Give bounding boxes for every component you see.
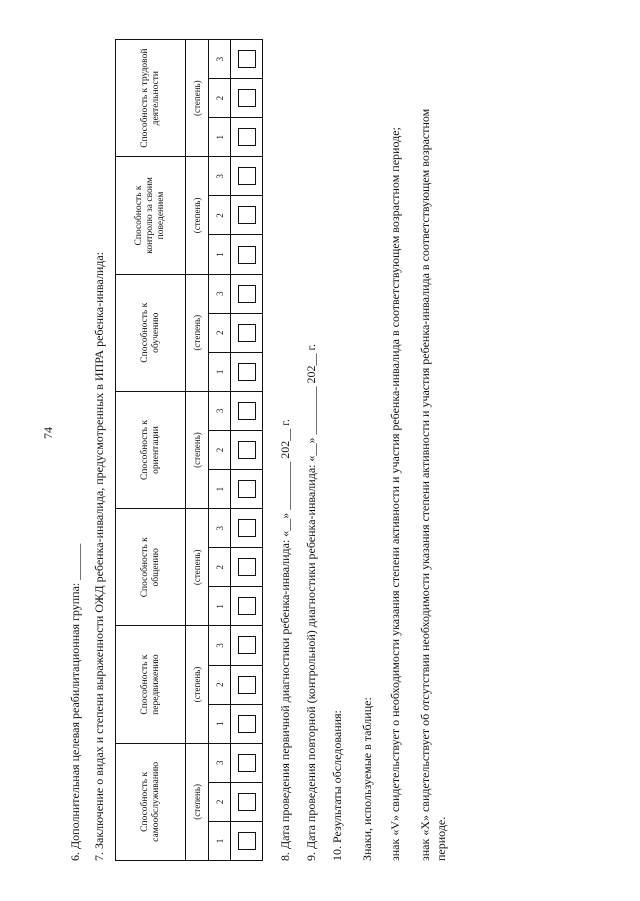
category-title-text: Способность к общению [139, 537, 161, 598]
level-number: 2 [209, 547, 230, 586]
level-checkbox[interactable] [238, 832, 256, 850]
level-number: 3 [214, 408, 225, 414]
degree-label: (степень) [186, 392, 209, 508]
category-column [116, 625, 262, 742]
checkbox-cell [231, 626, 262, 664]
level-checkbox[interactable] [238, 206, 256, 224]
degree-label: (степень) [186, 626, 209, 742]
level-numbers-row [209, 157, 231, 273]
signs-intro: Знаки, используемые в таблице: [360, 697, 374, 861]
category-title-text: Способность к обучению [139, 302, 161, 363]
level-number: 1 [209, 235, 230, 274]
checkbox-cell [231, 313, 262, 352]
checkbox-cell [231, 235, 262, 274]
sign-x-description-line1: знак «X» свидетельствует об отсутствии необходимости указания степени активности и участия ребенка-инвалида в соответствующем возрастном [418, 108, 432, 861]
category-title-text: Способность к ориентации [139, 420, 161, 480]
category-title-text: Способность к самообслуживанию [139, 761, 161, 842]
level-checkbox[interactable] [238, 89, 256, 107]
checkbox-cell [231, 469, 262, 508]
level-checkbox[interactable] [238, 636, 256, 654]
category-column [116, 391, 262, 508]
level-checkbox[interactable] [238, 597, 256, 615]
item-8-primary-date: 8. Дата проведения первичной диагностики ребенка-инвалида: «__» ________ 202__ г. [278, 419, 292, 861]
level-checkbox[interactable] [238, 128, 256, 146]
level-number: 3 [214, 760, 225, 766]
level-checkbox[interactable] [238, 363, 256, 381]
checkbox-row [231, 275, 262, 391]
level-number: 2 [209, 430, 230, 469]
item-6-rehab-group: 6. Дополнительная целевая реабилитационная группа: ______ [68, 543, 82, 861]
level-checkbox[interactable] [238, 480, 256, 498]
degree-label: (степень) [186, 40, 209, 156]
level-number: 1 [209, 821, 230, 860]
ozhd-table [115, 39, 263, 861]
level-checkbox[interactable] [238, 676, 256, 694]
checkbox-cell [231, 782, 262, 821]
category-title [116, 40, 186, 156]
level-number: 2 [209, 782, 230, 821]
level-numbers-row [209, 40, 231, 156]
category-column [116, 508, 262, 625]
checkbox-cell [231, 586, 262, 625]
checkbox-cell [231, 821, 262, 860]
checkbox-cell [231, 430, 262, 469]
checkbox-row [231, 626, 262, 742]
checkbox-cell [231, 392, 262, 430]
level-numbers-row [209, 626, 231, 742]
degree-label: (степень) [186, 509, 209, 625]
level-number: 1 [209, 704, 230, 743]
level-number: 3 [214, 291, 225, 296]
level-numbers-row [209, 275, 231, 391]
category-title [116, 509, 186, 625]
category-title [116, 275, 186, 391]
level-checkbox[interactable] [238, 285, 256, 303]
category-column [116, 743, 262, 860]
page-number: 74 [41, 427, 55, 439]
checkbox-cell [231, 195, 262, 234]
checkbox-cell [231, 744, 262, 782]
level-checkbox[interactable] [238, 50, 256, 68]
level-number: 3 [214, 643, 225, 648]
checkbox-cell [231, 117, 262, 156]
checkbox-row [231, 40, 262, 156]
item-10-results: 10. Результаты обследования: [330, 710, 344, 861]
checkbox-row [231, 509, 262, 625]
level-checkbox[interactable] [238, 441, 256, 459]
category-title [116, 157, 186, 273]
category-title [116, 392, 186, 508]
category-column [116, 274, 262, 391]
level-number: 2 [209, 313, 230, 352]
category-title-text: Способность к трудовой деятельности [139, 48, 161, 148]
checkbox-cell [231, 704, 262, 743]
level-number: 1 [209, 469, 230, 508]
checkbox-cell [231, 40, 262, 78]
item-9-repeat-date: 9. Дата проведения повторной (контрольной) диагностики ребенка-инвалида: «__» ________ 202__ г. [304, 343, 318, 861]
item-7-conclusion: 7. Заключение о видах и степени выраженности ОЖД ребенка-инвалида, предусмотренных в ИПРА ребенка-инвалида: [92, 251, 106, 861]
level-numbers-row [209, 509, 231, 625]
level-checkbox[interactable] [238, 167, 256, 185]
degree-label: (степень) [186, 744, 209, 860]
level-number: 3 [214, 174, 225, 179]
level-checkbox[interactable] [238, 246, 256, 264]
level-checkbox[interactable] [238, 519, 256, 537]
checkbox-cell [231, 665, 262, 704]
level-numbers-row [209, 392, 231, 508]
level-number: 2 [209, 665, 230, 704]
level-number: 1 [209, 586, 230, 625]
category-title [116, 626, 186, 742]
category-title [116, 744, 186, 860]
checkbox-cell [231, 78, 262, 117]
level-checkbox[interactable] [238, 324, 256, 342]
category-title-text: Способность к контролю за своим поведением [134, 177, 166, 254]
level-checkbox[interactable] [238, 402, 256, 420]
level-number: 2 [209, 78, 230, 117]
checkbox-row [231, 744, 262, 860]
level-checkbox[interactable] [238, 715, 256, 733]
category-column [116, 40, 262, 156]
level-number: 1 [209, 117, 230, 156]
checkbox-cell [231, 275, 262, 313]
sign-x-description-line2: периоде. [434, 816, 448, 861]
checkbox-row [231, 157, 262, 273]
level-checkbox[interactable] [238, 558, 256, 576]
level-number: 2 [209, 195, 230, 234]
level-number: 3 [214, 525, 225, 531]
checkbox-row [231, 392, 262, 508]
level-numbers-row [209, 744, 231, 860]
checkbox-cell [231, 547, 262, 586]
level-checkbox[interactable] [238, 793, 256, 811]
category-title-text: Способность к передвижению [139, 654, 161, 715]
checkbox-cell [231, 352, 262, 391]
level-number: 1 [209, 352, 230, 391]
level-number: 3 [214, 56, 225, 62]
sign-v-description: знак «V» свидетельствует о необходимости указания степени активности и участия ребенка-инвалида в соответствующем возрастном периоде; [388, 127, 402, 861]
checkbox-cell [231, 509, 262, 547]
degree-label: (степень) [186, 275, 209, 391]
level-checkbox[interactable] [238, 754, 256, 772]
degree-label: (степень) [186, 157, 209, 273]
checkbox-cell [231, 157, 262, 195]
category-column [116, 156, 262, 273]
